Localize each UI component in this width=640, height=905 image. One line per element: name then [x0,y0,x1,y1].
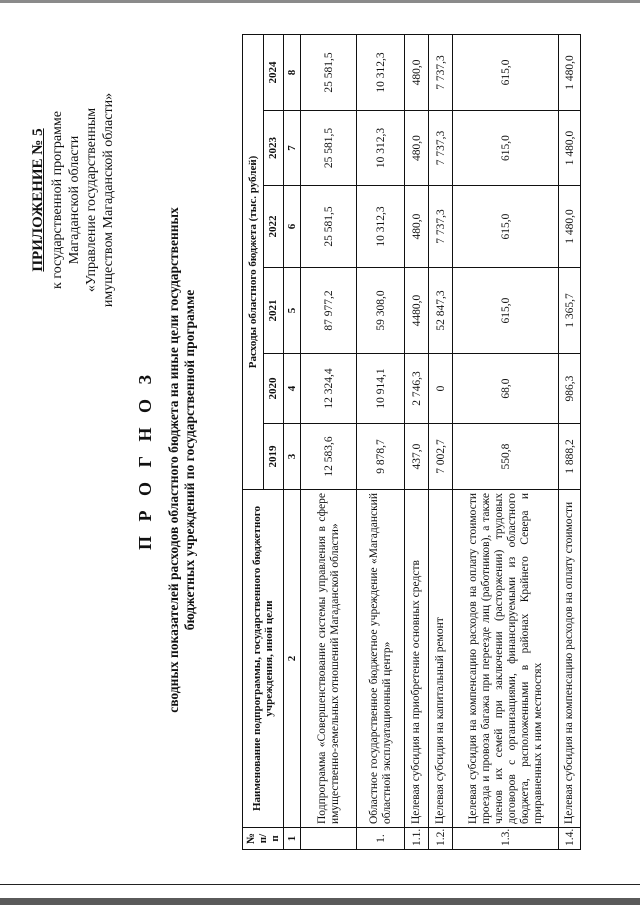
row-value: 25 581,5 [301,111,357,186]
appendix-line: к государственной программе [50,111,65,289]
row-num: 1. [357,828,405,850]
table-row [357,34,405,849]
forecast-subtitle: бюджетных учреждений по государственной программе [182,289,197,631]
budget-table [242,34,581,850]
row-value: 986,3 [559,354,581,424]
col-index: 4 [284,354,301,424]
row-value: 615,0 [453,268,559,354]
appendix-line: «Управление государственным [84,107,99,293]
row-value: 10 914,1 [357,354,405,424]
appendix-block [30,40,117,360]
col-index: 6 [284,186,301,268]
forecast-subtitle: сводных показателей расходов областного бюджета на иные цели государственных [166,207,181,713]
page-bottom-rule [0,884,640,885]
row-num: 1.2. [429,828,453,850]
row-num [301,828,357,850]
index-row [284,34,301,849]
row-num: 1.4. [559,828,581,850]
row-value: 7 002,7 [429,424,453,490]
scan-edge-bottom [0,898,640,905]
row-value: 25 581,5 [301,34,357,110]
row-value: 68,0 [453,354,559,424]
year-header: 2020 [263,354,284,424]
row-name: Целевая субсидия на компенсацию расходов на оплату стоимости проезда и провоза багажа при переезде лиц (работников), а также членов их семей при заключении (расторжении) трудовых договоров с организациями, финансируемыми из областного бюджета, расположенными в районах Крайнего Севера и приравненных к ним местностях [453,490,559,828]
year-header: 2022 [263,186,284,268]
row-value: 615,0 [453,186,559,268]
row-name: Целевая субсидия на приобретение основных средств [405,490,429,828]
appendix-line: Магаданской области [67,135,82,265]
row-value: 10 312,3 [357,186,405,268]
table-row [453,34,559,849]
table-row [559,34,581,849]
row-value: 52 847,3 [429,268,453,354]
row-value: 1 480,0 [559,186,581,268]
row-value: 10 312,3 [357,111,405,186]
row-value: 10 312,3 [357,34,405,110]
col-budget-header: Расходы областного бюджета (тыс. рублей) [243,34,264,489]
row-value: 615,0 [453,111,559,186]
row-value: 9 878,7 [357,424,405,490]
row-value: 59 308,0 [357,268,405,354]
row-value: 4480,0 [405,268,429,354]
row-value: 480,0 [405,111,429,186]
row-value: 0 [429,354,453,424]
col-name-header: Наименование подпрограммы, государственного бюджетного учреждения, иной цели [243,490,284,828]
year-header: 2024 [263,34,284,110]
row-value: 480,0 [405,186,429,268]
row-value: 1 480,0 [559,34,581,110]
col-num-header: № п/п [243,828,284,850]
row-value: 1 888,2 [559,424,581,490]
rotated-page [20,30,620,890]
row-name: Подпрограмма «Совершенствование системы управления в сфере имущественно-земельных отношений Магаданской области» [301,490,357,828]
row-value: 1 480,0 [559,111,581,186]
table-row [405,34,429,849]
header-row [243,34,264,849]
col-index: 1 [284,828,301,850]
scan-edge-top [0,0,640,3]
row-name: Целевая субсидия на компенсацию расходов на оплату стоимости [559,490,581,828]
row-num: 1.1. [405,828,429,850]
appendix-title: ПРИЛОЖЕНИЕ № 5 [30,128,46,272]
table-row [429,34,453,849]
year-header: 2019 [263,424,284,490]
year-header: 2023 [263,111,284,186]
row-name: Областное государственное бюджетное учреждение «Магаданский областной эксплуатационный центр» [357,490,405,828]
col-index: 2 [284,490,301,828]
year-header: 2021 [263,268,284,354]
row-value: 7 737,3 [429,186,453,268]
row-value: 87 977,2 [301,268,357,354]
row-value: 1 365,7 [559,268,581,354]
row-name: Целевая субсидия на капитальный ремонт [429,490,453,828]
row-value: 615,0 [453,34,559,110]
row-value: 25 581,5 [301,186,357,268]
row-value: 437,0 [405,424,429,490]
col-index: 8 [284,34,301,110]
row-value: 480,0 [405,34,429,110]
row-value: 12 324,4 [301,354,357,424]
col-index: 5 [284,268,301,354]
col-index: 7 [284,111,301,186]
forecast-heading: П Р О Г Н О З [135,370,155,550]
row-value: 2 746,3 [405,354,429,424]
row-value: 550,8 [453,424,559,490]
table-row [301,34,357,849]
row-value: 7 737,3 [429,111,453,186]
appendix-line: имуществом Магаданской области» [101,92,116,308]
row-num: 1.3. [453,828,559,850]
col-index: 3 [284,424,301,490]
forecast-title-block [135,30,198,890]
row-value: 7 737,3 [429,34,453,110]
row-value: 12 583,6 [301,424,357,490]
